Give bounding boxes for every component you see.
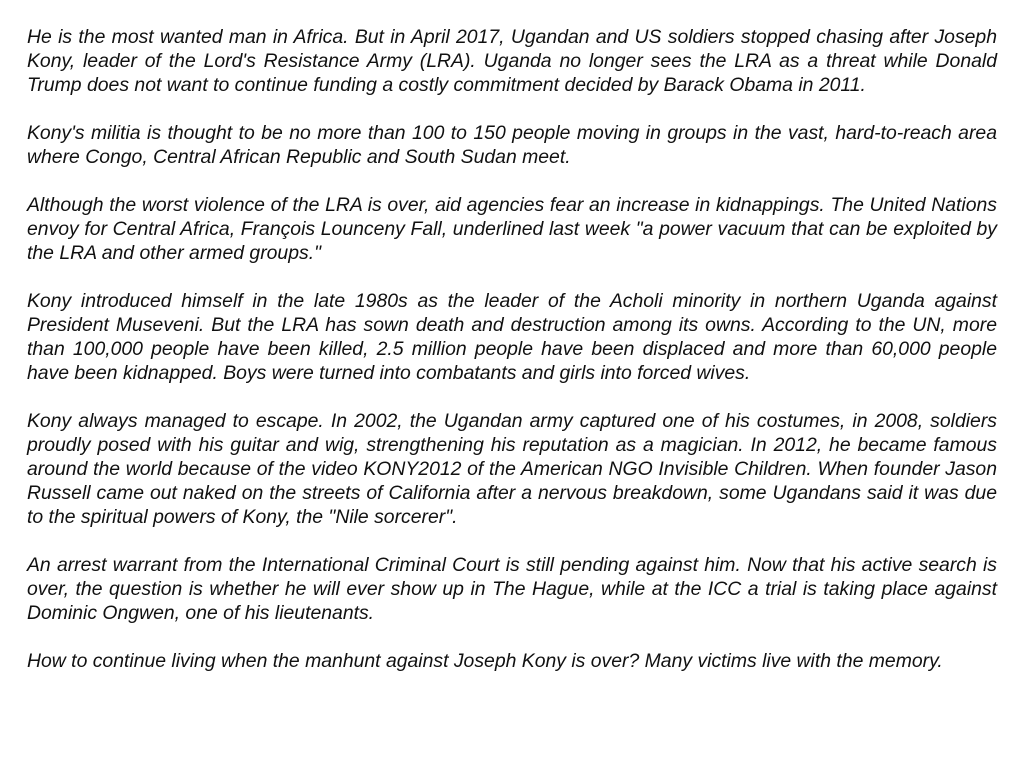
paragraph-4: Kony introduced himself in the late 1980s as the leader of the Acholi minority in northern Uganda against President Museveni. But the LRA has sown death and destruction among its owns. According to the UN, more than 100,000 people have been killed, 2.5 million people have been displaced and more than 60,000 people have been kidnapped. Boys were turned into combatants and girls into forced wives. <box>27 290 997 384</box>
paragraph-6: An arrest warrant from the International Criminal Court is still pending against him. Now that his active search is over, the question is whether he will ever show up in The Hague, while at the ICC a trial is taking place against Dominic Ongwen, one of his lieutenants. <box>27 554 997 624</box>
paragraph-1: He is the most wanted man in Africa. But in April 2017, Ugandan and US soldiers stopped chasing after Joseph Kony, leader of the Lord's Resistance Army (LRA). Uganda no longer sees the LRA as a threat while Donald Trump does not want to continue funding a costly commitment decided by Barack Obama in 2011. <box>27 26 997 96</box>
paragraph-2: Kony's militia is thought to be no more than 100 to 150 people moving in groups in the vast, hard-to-reach area where Congo, Central African Republic and South Sudan meet. <box>27 122 997 168</box>
paragraph-5: Kony always managed to escape. In 2002, the Ugandan army captured one of his costumes, in 2008, soldiers proudly posed with his guitar and wig, strengthening his reputation as a magician. In 2012, he became famous around the world because of the video KONY2012 of the American NGO Invisible Children. When founder Jason Russell came out naked on the streets of California after a nervous breakdown, some Ugandans said it was due to the spiritual powers of Kony, the "Nile sorcerer". <box>27 410 997 528</box>
paragraph-7: How to continue living when the manhunt against Joseph Kony is over? Many victims live with the memory. <box>27 650 943 672</box>
article-body <box>27 25 997 697</box>
paragraph-3: Although the worst violence of the LRA is over, aid agencies fear an increase in kidnappings. The United Nations envoy for Central Africa, François Lounceny Fall, underlined last week "a power vacuum that can be exploited by the LRA and other armed groups." <box>27 194 997 264</box>
